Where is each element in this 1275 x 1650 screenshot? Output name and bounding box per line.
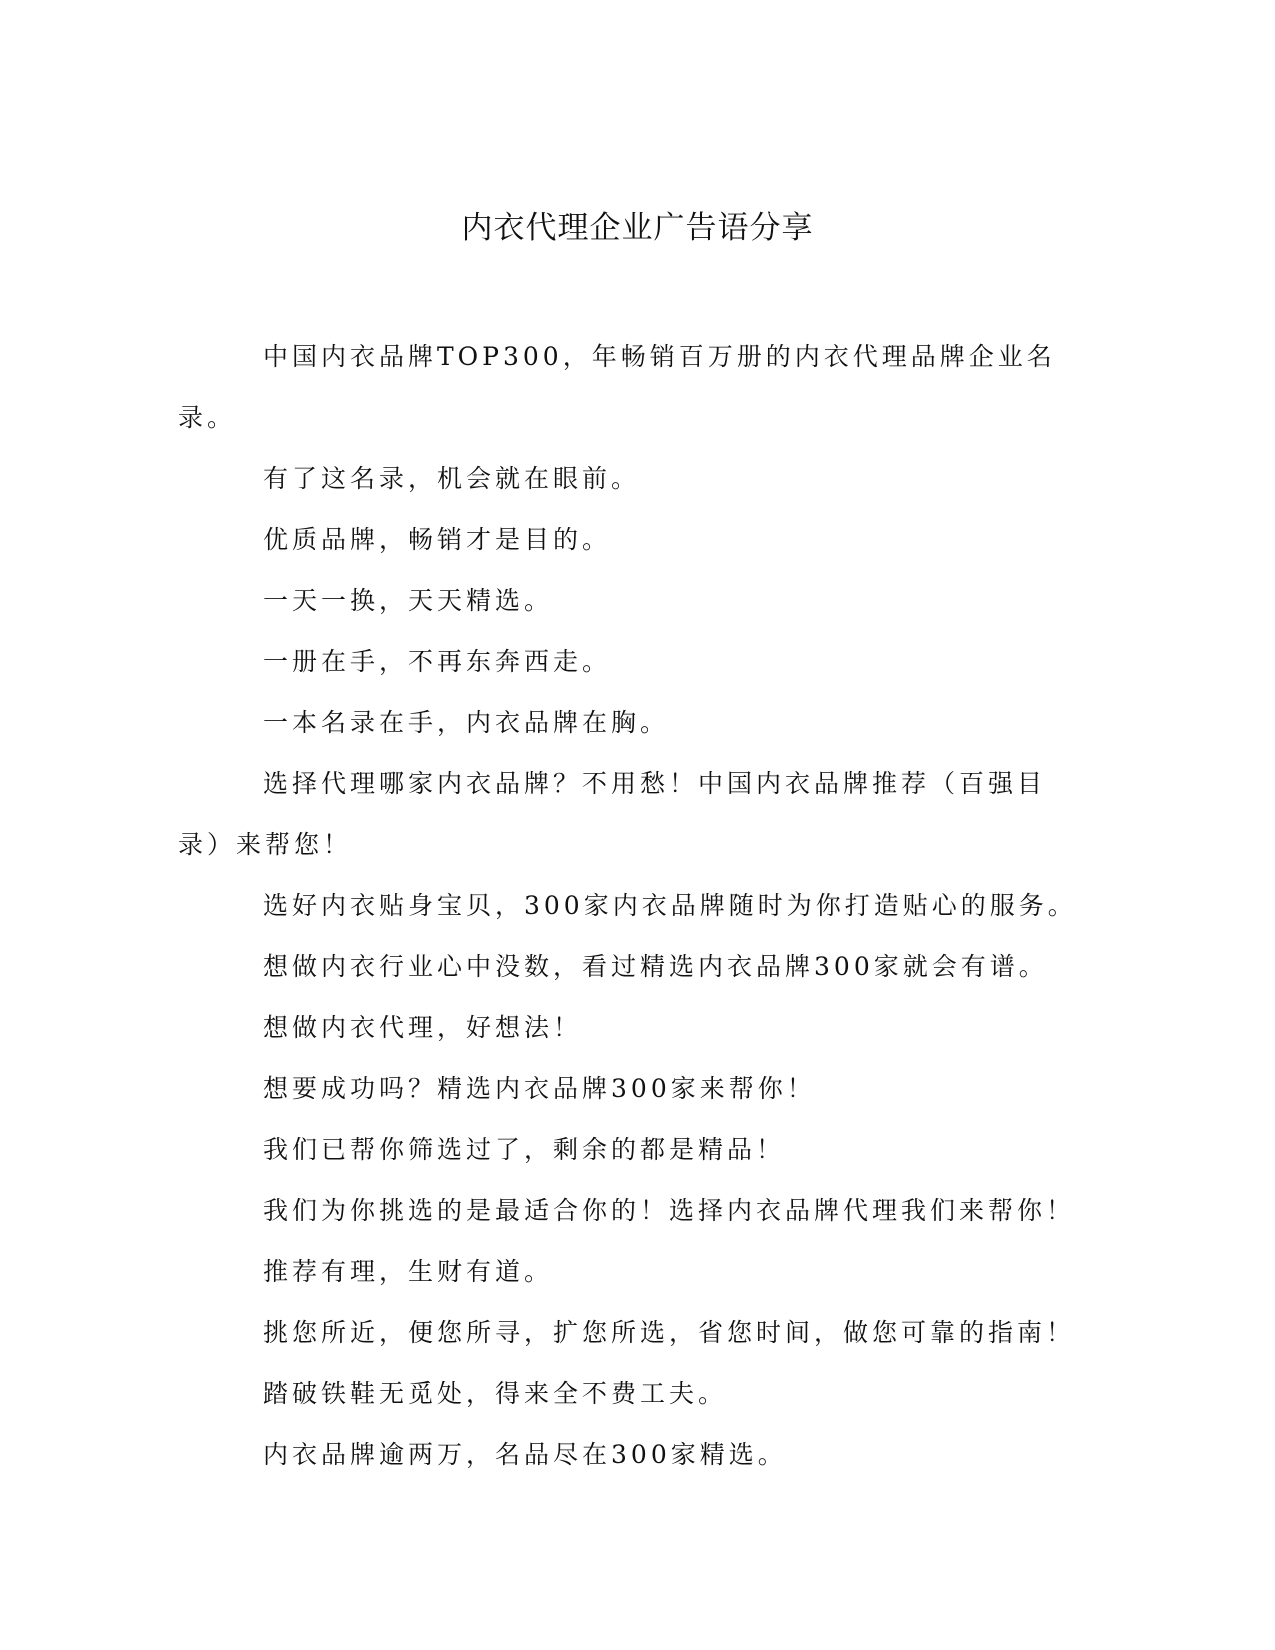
paragraph: 选择代理哪家内衣品牌？不用愁！中国内衣品牌推荐（百强目录）来帮您！: [178, 769, 1047, 859]
paragraph: 内衣品牌逾两万，名品尽在300家精选。: [263, 1440, 787, 1469]
paragraph: 推荐有理，生财有道。: [263, 1257, 554, 1286]
paragraph: 中国内衣品牌TOP300，年畅销百万册的内衣代理品牌企业名录。: [178, 342, 1056, 432]
paragraph: 想做内衣行业心中没数，看过精选内衣品牌300家就会有谱。: [263, 952, 1048, 981]
paragraph: 想要成功吗？精选内衣品牌300家来帮你！: [263, 1074, 816, 1103]
paragraph: 一本名录在手，内衣品牌在胸。: [263, 708, 670, 737]
paragraph: 我们为你挑选的是最适合你的！选择内衣品牌代理我们来帮你！: [263, 1196, 1076, 1225]
paragraph: 一天一换，天天精选。: [263, 586, 554, 615]
paragraph: 选好内衣贴身宝贝，300家内衣品牌随时为你打造贴心的服务。: [263, 891, 1077, 920]
paragraph: 想做内衣代理，好想法！: [263, 1013, 583, 1042]
paragraph: 有了这名录，机会就在眼前。: [263, 464, 641, 493]
paragraph: 踏破铁鞋无觅处，得来全不费工夫。: [263, 1379, 728, 1408]
paragraph: 一册在手，不再东奔西走。: [263, 647, 612, 676]
paragraph: 我们已帮你筛选过了，剩余的都是精品！: [263, 1135, 786, 1164]
paragraph: 优质品牌，畅销才是目的。: [263, 525, 612, 554]
paragraph: 挑您所近，便您所寻，扩您所选，省您时间，做您可靠的指南！: [263, 1318, 1076, 1347]
document-title: 内衣代理企业广告语分享: [461, 210, 814, 246]
document-body: [178, 326, 1078, 1485]
